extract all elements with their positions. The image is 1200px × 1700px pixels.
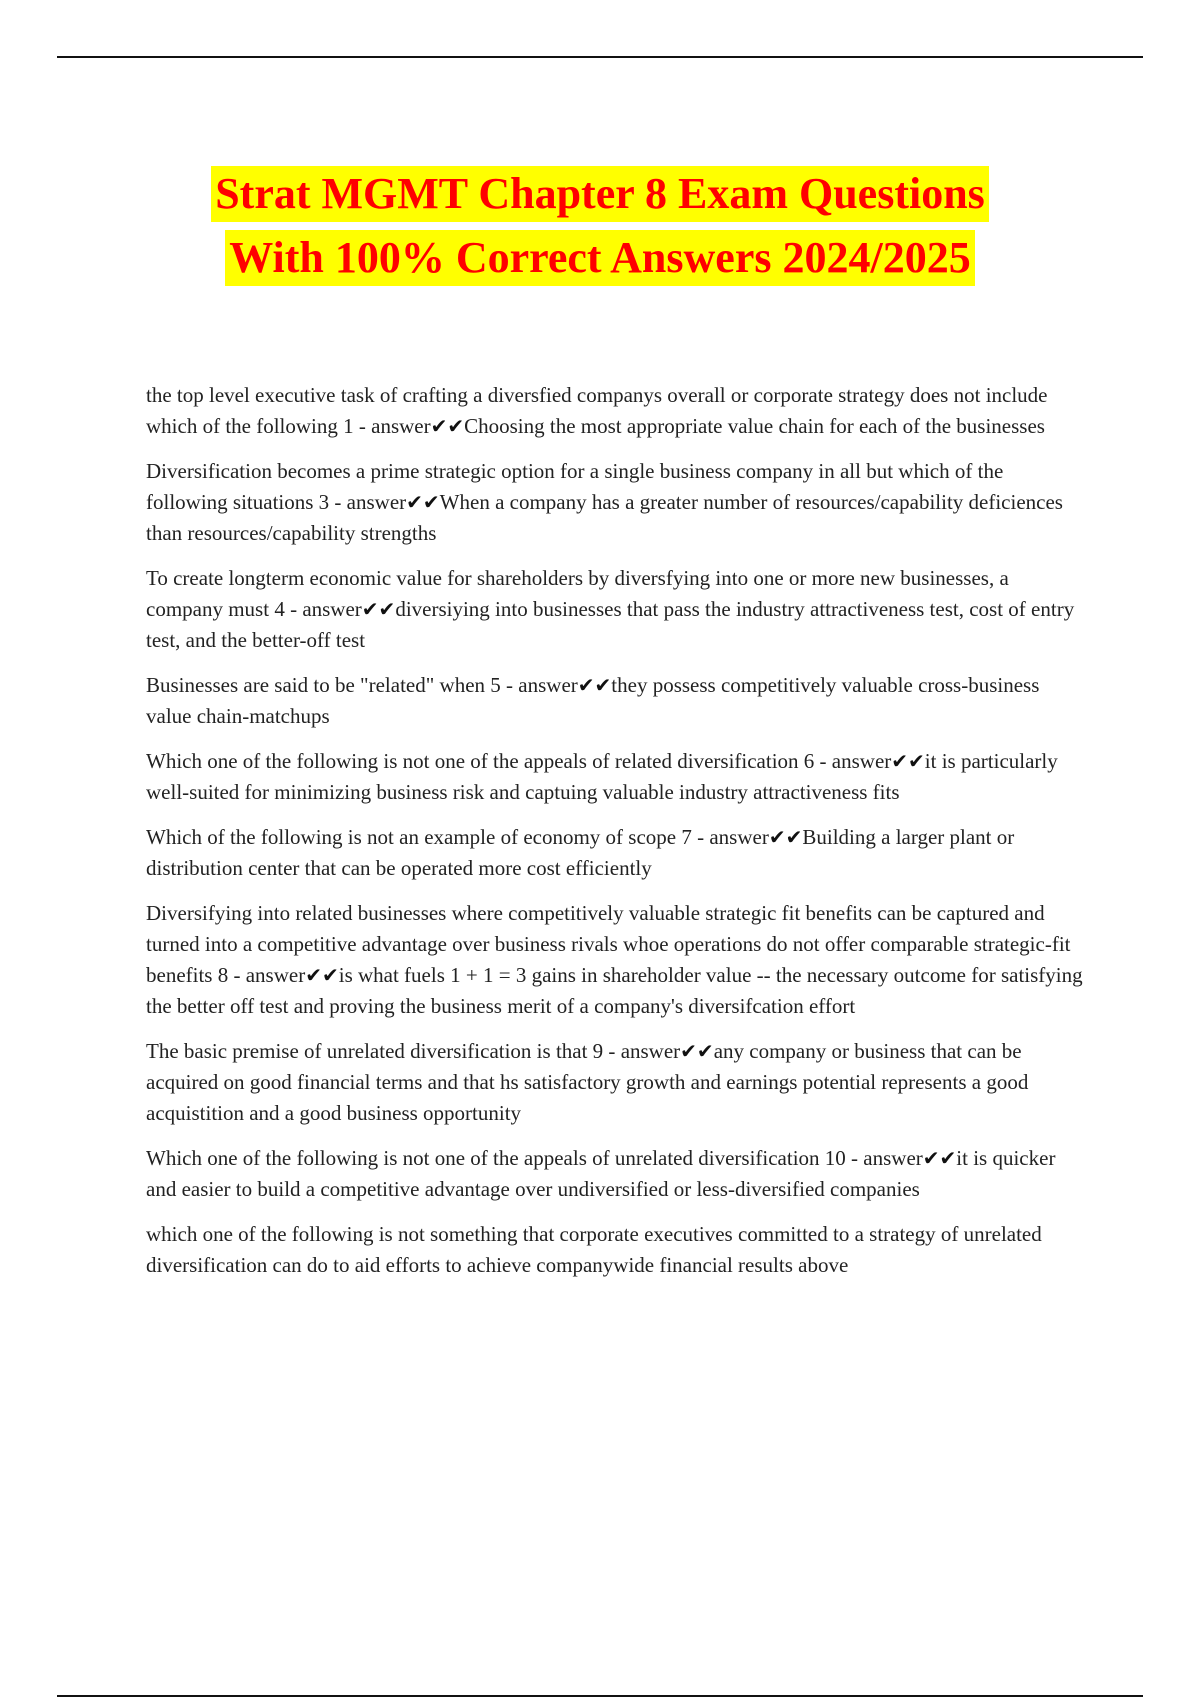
double-check-icon: ✔✔ xyxy=(406,490,440,514)
answer-marker: answer xyxy=(371,414,431,438)
answer-marker: answer xyxy=(245,963,306,987)
question-text: the top level executive task of crafting a diversfied companys overall or corporate strategy does not include which of the following 1 - xyxy=(146,383,1048,438)
document-title xyxy=(0,166,1200,294)
qa-item xyxy=(146,822,1090,884)
qa-item xyxy=(146,898,1090,1022)
answer-marker: answer xyxy=(346,490,407,514)
title-line-1: Strat MGMT Chapter 8 Exam Questions xyxy=(211,166,989,222)
answer-text: diversiying into businesses that pass the industry attractiveness test, cost of entry test, and the better-off test xyxy=(146,597,1075,652)
double-check-icon: ✔✔ xyxy=(922,1146,957,1170)
double-check-icon: ✔✔ xyxy=(577,673,612,697)
qa-item xyxy=(146,746,1090,808)
qa-item xyxy=(146,1143,1090,1205)
answer-marker: answer xyxy=(709,825,769,849)
question-text: Diversifying into related businesses where competitively valuable strategic fit benefits can be captured and turned into a competitive advantage over business rivals whoe operations do not offer comparable strategic-fit benefits 8 - xyxy=(146,901,1071,987)
double-check-icon: ✔✔ xyxy=(430,414,465,438)
answer-marker: answer xyxy=(620,1039,681,1063)
question-text: To create longterm economic value for shareholders by diversfying into one or more new businesses, a company must 4 - xyxy=(146,566,1009,621)
double-check-icon: ✔✔ xyxy=(680,1039,714,1063)
answer-marker: answer xyxy=(831,749,892,773)
answer-text: Building a larger plant or distribution center that can be operated more cost efficiently xyxy=(146,825,1015,880)
answer-marker: answer xyxy=(863,1146,923,1170)
qa-item xyxy=(146,563,1090,656)
question-text: Which one of the following is not one of the appeals of related diversification 6 - xyxy=(146,749,832,773)
answer-text: it is particularly well-suited for minimizing business risk and captuing valuable industry attractiveness fits xyxy=(146,749,1058,804)
qa-item xyxy=(146,1219,1090,1281)
answer-marker: answer xyxy=(302,597,362,621)
qa-list xyxy=(146,380,1090,1295)
qa-item xyxy=(146,456,1090,549)
answer-text: is what fuels 1 + 1 = 3 gains in shareholder value -- the necessary outcome for satisfying the better off test and proving the business merit of a company's diversifcation effort xyxy=(146,963,1083,1018)
double-check-icon: ✔✔ xyxy=(361,597,396,621)
answer-text: it is quicker and easier to build a competitive advantage over undiversified or less-diversified companies xyxy=(146,1146,1056,1201)
question-text: which one of the following is not something that corporate executives committed to a strategy of unrelated diversification can do to aid efforts to achieve companywide financial results above xyxy=(146,1222,1042,1277)
question-text: Which of the following is not an example of economy of scope 7 - xyxy=(146,825,710,849)
answer-marker: answer xyxy=(518,673,578,697)
answer-text: they possess competitively valuable cross-business value chain-matchups xyxy=(146,673,1040,728)
qa-item xyxy=(146,670,1090,732)
qa-item xyxy=(146,1036,1090,1129)
double-check-icon: ✔✔ xyxy=(768,825,803,849)
double-check-icon: ✔✔ xyxy=(305,963,339,987)
question-text: The basic premise of unrelated diversification is that 9 - xyxy=(146,1039,621,1063)
answer-text: When a company has a greater number of resources/capability deficiences than resources/capability strengths xyxy=(146,490,1063,545)
question-text: Which one of the following is not one of the appeals of unrelated diversification 10 - xyxy=(146,1146,864,1170)
double-check-icon: ✔✔ xyxy=(891,749,925,773)
question-text: Businesses are said to be "related" when 5 - xyxy=(146,673,519,697)
title-line-2: With 100% Correct Answers 2024/2025 xyxy=(225,230,974,286)
qa-item xyxy=(146,380,1090,442)
question-text: Diversification becomes a prime strategic option for a single business company in all but which of the following situations 3 - xyxy=(146,459,1004,514)
top-rule xyxy=(57,56,1143,58)
answer-text: Choosing the most appropriate value chain for each of the businesses xyxy=(464,414,1045,438)
answer-text: any company or business that can be acquired on good financial terms and that hs satisfactory growth and earnings potential represents a good acquistition and a good business opportunity xyxy=(146,1039,1029,1125)
bottom-rule xyxy=(57,1695,1143,1697)
